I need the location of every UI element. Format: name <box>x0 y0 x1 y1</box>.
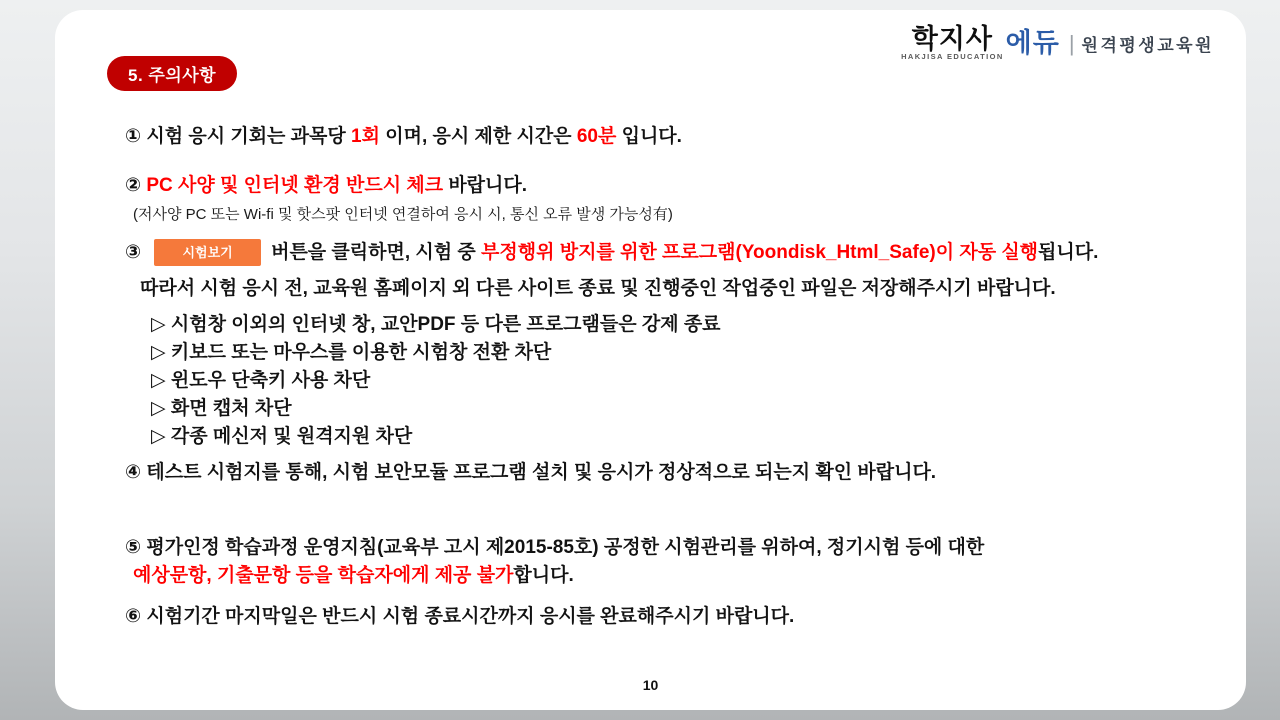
section-badge-label: 5. 주의사항 <box>128 66 217 85</box>
notice-3-number: ③ <box>125 241 142 263</box>
logo-text-edu: 에듀 <box>1005 28 1060 58</box>
exam-view-button[interactable]: 시험보기 <box>154 239 261 266</box>
notice-3-highlight: 부정행위 방지를 위한 프로그램(Yoondisk_Html_Safe)이 자동 실행 <box>481 241 1039 263</box>
notice-item-3 <box>125 239 1098 266</box>
bullet-item-shortcut-block: ▷ 윈도우 단축키 사용 차단 <box>151 370 371 391</box>
notice-2-highlight: PC 사양 및 인터넷 환경 반드시 체크 <box>146 175 444 196</box>
notice-5-line1: ⑤ 평가인정 학습과정 운영지침(교육부 고시 제2015-85호) 공정한 시험관리를 위하여, 정기시험 등에 대한 <box>125 537 985 558</box>
notice-3-text-pre: 버튼을 클릭하면, 시험 중 <box>271 241 482 263</box>
notice-1-text-mid: 이며, 응시 제한 시간은 <box>379 126 577 147</box>
bullet-item-window-switch-block: ▷ 키보드 또는 마우스를 이용한 시험창 전환 차단 <box>151 342 552 363</box>
notice-2-number: ② <box>125 175 147 196</box>
logo-wordmark <box>901 26 1004 61</box>
section-badge <box>107 56 237 91</box>
notice-1-highlight-time: 60분 <box>576 126 617 147</box>
logo-text-hakjisa: 학지사 <box>911 24 993 54</box>
notice-5-highlight: 예상문항, 기출문항 등을 학습자에게 제공 불가 <box>133 565 514 586</box>
notice-3-bullet-list <box>151 311 721 451</box>
bullet-item-messenger-block: ▷ 각종 메신저 및 원격지원 차단 <box>151 426 413 447</box>
notice-5-text-end: 합니다. <box>513 565 574 586</box>
notice-item-1 <box>125 124 682 150</box>
notice-1-text: ① 시험 응시 기회는 과목당 <box>125 126 352 147</box>
notice-2-subnote: (저사양 PC 또는 Wi-fi 및 핫스팟 인터넷 연결하여 응시 시, 통신 오류 발생 가능성有) <box>133 206 673 223</box>
notice-3-text <box>271 240 1098 266</box>
bullet-item-force-close: ▷ 시험창 이외의 인터넷 창, 교안PDF 등 다른 프로그램들은 강제 종료 <box>151 314 721 335</box>
logo-divider: | <box>1068 30 1075 56</box>
notice-item-4: ④ 테스트 시험지를 통해, 시험 보안모듈 프로그램 설치 및 응시가 정상적으로 되는지 확인 바랍니다. <box>125 462 937 483</box>
bullet-item-capture-block: ▷ 화면 캡처 차단 <box>151 398 292 419</box>
slide-card <box>55 10 1246 710</box>
notice-5-line2 <box>125 562 984 590</box>
notice-3-text-end: 됩니다. <box>1038 241 1099 263</box>
page-number: 10 <box>642 677 659 693</box>
notice-item-6: ⑥ 시험기간 마지막일은 반드시 시험 종료시간까지 응시를 완료해주시기 바랍니다. <box>125 606 795 627</box>
brand-logo <box>901 26 1214 61</box>
logo-subtext: HAKJISA EDUCATION <box>901 52 1004 61</box>
notice-item-2 <box>125 173 527 199</box>
notice-2-text-end: 바랍니다. <box>443 175 528 196</box>
notice-1-text-end: 입니다. <box>616 126 682 147</box>
notice-3-continuation: 따라서 시험 응시 전, 교육원 홈페이지 외 다른 사이트 종료 및 진행중인 작업중인 파일은 저장해주시기 바랍니다. <box>140 278 1056 299</box>
logo-org-name: 원격평생교육원 <box>1081 36 1214 55</box>
notice-item-5 <box>125 534 984 590</box>
notice-1-highlight-count: 1회 <box>351 126 380 147</box>
